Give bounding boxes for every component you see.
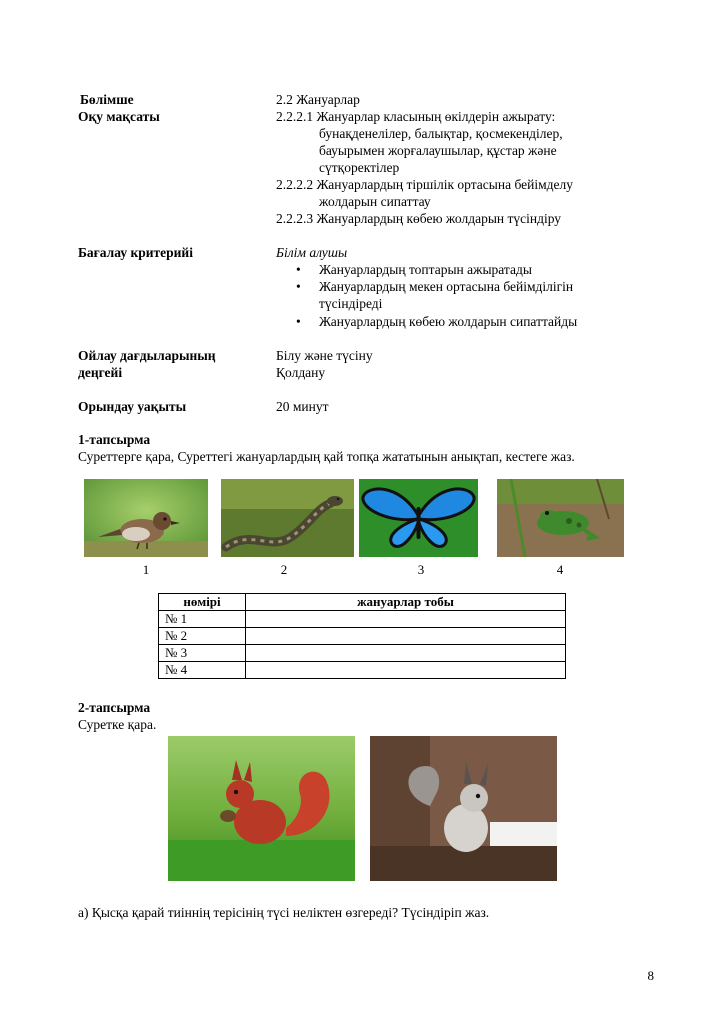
answer-cell[interactable] — [246, 662, 566, 679]
objective-number: 2.2.2.2 — [276, 177, 314, 192]
section-value: 2.2 Жануарлар — [276, 92, 360, 107]
table-cell: № 4 — [159, 662, 246, 679]
objective-text: сүтқоректілер — [319, 160, 400, 175]
table-row — [159, 662, 566, 679]
criteria-intro: Білім алушы — [276, 245, 348, 260]
objective-text: Жануарлардың тіршілік ортасына бейімделу — [316, 177, 573, 192]
thinking-value: Қолдану — [276, 365, 326, 380]
objective-text: жолдарын сипаттау — [319, 194, 431, 209]
criteria-item: • Жануарлардың мекен ортасына бейімділігін — [296, 279, 574, 294]
objective-text: Жануарлардың көбею жолдарын түсіндіру — [316, 211, 562, 226]
table-header-row — [159, 594, 566, 611]
criteria-item: • Жануарлардың көбею жолдарын сипаттайды — [296, 314, 578, 329]
objective-text: бауырымен жорғалаушылар, құстар және — [319, 143, 557, 158]
bullet-icon: • — [296, 262, 301, 277]
objective-3 — [276, 210, 561, 227]
objective-text: бунақденелілер, балықтар, қосмекенділер, — [319, 126, 563, 141]
task2-title: 2-тапсырма — [78, 700, 151, 715]
objective-2 — [276, 176, 573, 193]
criteria-item: • Жануарлардың топтарын ажыратады — [296, 262, 532, 277]
red-squirrel-image — [168, 736, 355, 881]
objective-number: 2.2.2.3 — [276, 211, 314, 226]
answer-table — [158, 593, 566, 679]
question-a: а) Қысқа қарай тиіннің терісінің түсі неліктен өзгереді? Түсіндіріп жаз. — [78, 905, 490, 920]
objective-text: Жануарлар класының өкілдерін ажырату: — [316, 109, 556, 124]
table-row — [159, 628, 566, 645]
snake-image — [221, 479, 354, 557]
frog-image — [497, 479, 624, 557]
thinking-value: Білу және түсіну — [276, 348, 373, 363]
answer-cell[interactable] — [246, 628, 566, 645]
image-label-3: 3 — [417, 562, 425, 577]
criteria-item-cont: түсіндіреді — [319, 296, 383, 311]
column-header: жануарлар тобы — [246, 594, 566, 611]
task1-title: 1-тапсырма — [78, 432, 151, 447]
table-cell: № 3 — [159, 645, 246, 662]
answer-cell[interactable] — [246, 611, 566, 628]
grey-squirrel-image — [370, 736, 557, 881]
column-header: нөмірі — [159, 594, 246, 611]
table-row — [159, 645, 566, 662]
section-label: Бөлімше — [80, 92, 134, 107]
task1-instruction: Суреттерге қара, Суреттегі жануарлардың қай топқа жататынын анықтап, кестеге жаз. — [78, 449, 575, 464]
thinking-label-2: деңгейі — [78, 365, 123, 380]
image-label-4: 4 — [556, 562, 564, 577]
table-cell: № 1 — [159, 611, 246, 628]
image-label-2: 2 — [280, 562, 288, 577]
bullet-icon: • — [296, 314, 301, 329]
objective-1 — [276, 108, 555, 125]
image-label-1: 1 — [142, 562, 150, 577]
table-row — [159, 611, 566, 628]
butterfly-image — [359, 479, 478, 557]
thinking-label: Ойлау дағдыларының — [78, 348, 216, 363]
table-cell: № 2 — [159, 628, 246, 645]
answer-cell[interactable] — [246, 645, 566, 662]
criteria-label: Бағалау критерийі — [78, 245, 193, 260]
bullet-icon: • — [296, 279, 301, 294]
objective-number: 2.2.2.1 — [276, 109, 314, 124]
time-label: Орындау уақыты — [78, 399, 187, 414]
page-number: 8 — [647, 968, 654, 983]
objectives-label: Оқу мақсаты — [78, 109, 160, 124]
time-value: 20 минут — [276, 399, 329, 414]
sparrow-image — [84, 479, 208, 557]
task2-instruction: Суретке қара. — [78, 717, 157, 732]
